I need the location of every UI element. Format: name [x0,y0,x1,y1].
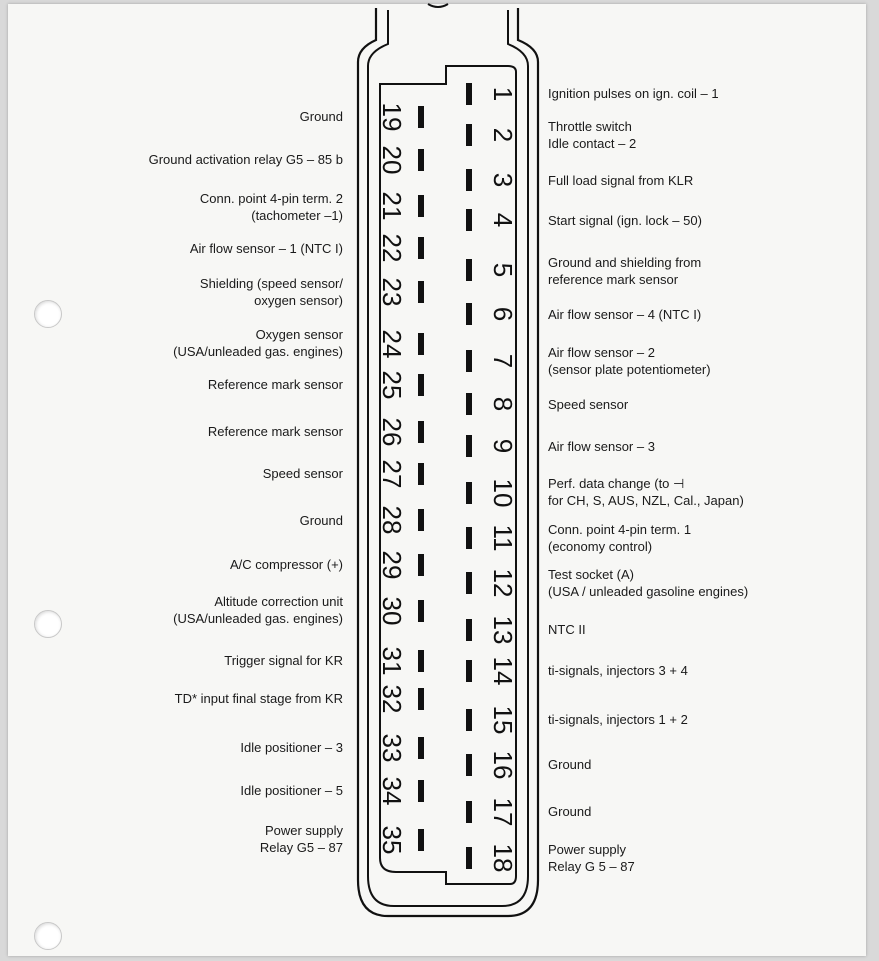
right-pin-number-9: 9 [488,438,518,454]
right-pin-slot-7 [466,350,472,372]
left-pin-label-31: Trigger signal for KR [224,653,343,668]
left-pin-label-21: Conn. point 4-pin term. 2 (tachometer –1) [199,191,343,223]
right-pin-slot-2 [466,124,472,146]
right-pin-slot-12 [466,572,472,594]
left-pin-label-32: TD* input final stage from KR [174,691,343,706]
left-pin-number-28: 28 [377,505,407,535]
left-pin-label-26: Reference mark sensor [207,424,343,439]
left-pin-slot-24 [418,333,424,355]
right-pin-number-11: 11 [488,524,518,552]
right-pin-number-16: 16 [488,750,518,780]
left-pin-label-25: Reference mark sensor [207,377,343,392]
right-pin-number-14: 14 [488,656,518,686]
right-pin-label-7: Air flow sensor – 2 (sensor plate potentiometer) [548,345,711,377]
right-pin-slot-16 [466,754,472,776]
right-pin-label-17: Ground [548,804,592,819]
right-pin-number-18: 18 [488,843,518,873]
left-pin-number-34: 34 [377,776,407,806]
left-pin-number-19: 19 [377,102,407,132]
right-pin-label-8: Speed sensor [548,397,629,412]
left-pin-slot-34 [418,780,424,802]
right-pin-number-7: 7 [488,353,518,369]
left-pin-label-30: Altitude correction unit (USA/unleaded gas. engines) [173,594,343,626]
right-pin-label-16: Ground [548,757,592,772]
right-pin-label-10: Perf. data change (to ⊣ for CH, S, AUS, NZL, Cal., Japan) [548,476,744,508]
left-pin-number-33: 33 [377,733,407,763]
connector-top-tab [428,4,448,7]
right-pin-label-6: Air flow sensor – 4 (NTC I) [548,307,702,322]
right-pin-slot-11 [466,527,472,549]
right-pin-label-9: Air flow sensor – 3 [548,439,655,454]
left-pin-slot-21 [418,195,424,217]
left-pin-label-23: Shielding (speed sensor/ oxygen sensor) [199,276,343,308]
left-pin-slot-31 [418,650,424,672]
left-pin-number-32: 32 [377,684,407,714]
left-pin-slot-22 [418,237,424,259]
right-pin-slot-14 [466,660,472,682]
right-pin-number-3: 3 [488,172,518,188]
right-pin-number-8: 8 [488,396,518,412]
right-pin-slot-18 [466,847,472,869]
right-pin-label-4: Start signal (ign. lock – 50) [548,213,702,228]
right-pin-slot-15 [466,709,472,731]
left-pin-number-26: 26 [377,417,407,447]
right-pin-label-13: NTC II [548,622,586,637]
right-pin-label-12: Test socket (A) (USA / unleaded gasoline engines) [548,567,749,599]
left-pin-label-34: Idle positioner – 5 [240,783,343,798]
right-pin-label-18: Power supply Relay G 5 – 87 [548,842,635,874]
left-pin-label-24: Oxygen sensor (USA/unleaded gas. engines) [173,327,343,359]
right-pin-label-15: ti-signals, injectors 1 + 2 [548,712,688,727]
left-pin-label-35: Power supply Relay G5 – 87 [259,823,343,855]
left-pin-slot-28 [418,509,424,531]
left-pin-label-28: Ground [299,513,343,528]
right-pin-slot-8 [466,393,472,415]
right-pin-slot-6 [466,303,472,325]
right-pin-number-6: 6 [488,306,518,322]
left-pin-slot-30 [418,600,424,622]
left-pin-number-23: 23 [377,277,407,307]
left-pin-label-19: Ground [299,109,343,124]
right-pin-label-3: Full load signal from KLR [548,173,694,188]
right-pin-label-5: Ground and shielding from reference mark sensor [548,255,702,287]
right-pin-number-5: 5 [488,262,518,278]
right-pin-label-2: Throttle switch Idle contact – 2 [548,119,637,151]
right-pin-number-1: 1 [488,86,518,102]
left-pin-slot-29 [418,554,424,576]
left-pin-number-22: 22 [377,233,407,263]
right-pin-slot-9 [466,435,472,457]
left-pin-slot-27 [418,463,424,485]
left-pin-label-22: Air flow sensor – 1 (NTC I) [189,241,343,256]
right-pin-slot-4 [466,209,472,231]
right-pin-label-11: Conn. point 4-pin term. 1 (economy control) [548,522,692,554]
right-pin-slot-3 [466,169,472,191]
left-pin-slot-26 [418,421,424,443]
left-pin-number-31: 31 [377,646,407,676]
right-pin-label-14: ti-signals, injectors 3 + 4 [548,663,688,678]
left-pin-slot-20 [418,149,424,171]
left-pin-label-29: A/C compressor (+) [229,557,343,572]
left-pin-number-20: 20 [377,145,407,175]
right-pin-slot-13 [466,619,472,641]
right-pin-slot-17 [466,801,472,823]
right-pin-number-2: 2 [488,127,518,143]
left-pin-number-35: 35 [377,825,407,855]
left-pin-number-21: 21 [377,191,407,221]
left-pin-slot-25 [418,374,424,396]
right-pin-number-17: 17 [488,797,518,827]
left-pin-label-20: Ground activation relay G5 – 85 b [148,152,343,167]
right-pin-number-10: 10 [488,478,518,508]
right-pin-slot-10 [466,482,472,504]
left-pin-label-33: Idle positioner – 3 [240,740,343,755]
right-pin-number-12: 12 [488,568,518,598]
left-pin-slot-23 [418,281,424,303]
right-pin-number-4: 4 [488,212,518,228]
left-pin-slot-33 [418,737,424,759]
left-pin-slot-35 [418,829,424,851]
right-pin-number-13: 13 [488,615,518,645]
right-pin-label-1: Ignition pulses on ign. coil – 1 [548,86,719,101]
left-pin-number-25: 25 [377,370,407,400]
left-pin-number-24: 24 [377,329,407,359]
right-pin-number-15: 15 [488,705,518,735]
right-pin-slot-5 [466,259,472,281]
left-pin-number-30: 30 [377,596,407,626]
right-pin-slot-1 [466,83,472,105]
left-pin-number-29: 29 [377,550,407,580]
left-pin-slot-19 [418,106,424,128]
left-pin-label-27: Speed sensor [262,466,343,481]
left-pin-slot-32 [418,688,424,710]
left-pin-number-27: 27 [377,459,407,489]
